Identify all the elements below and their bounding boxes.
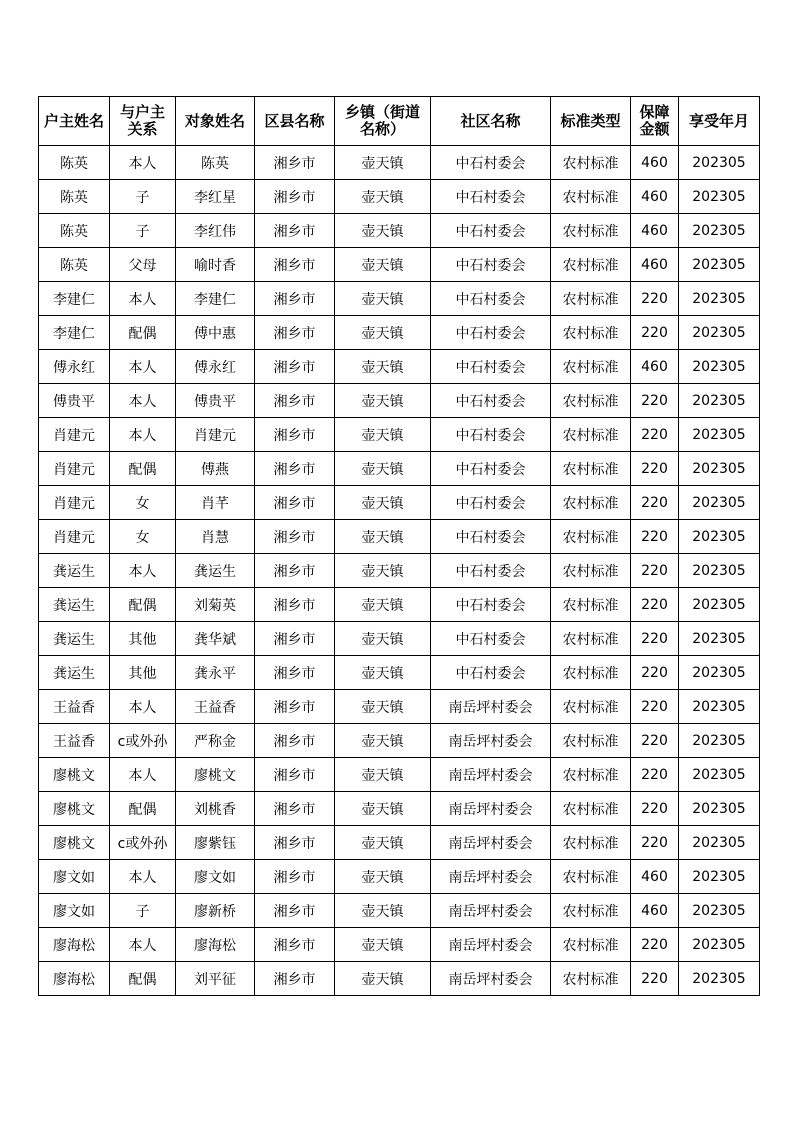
subject-name-cell: 傅中惠 (176, 316, 255, 350)
householder-name-cell: 廖海松 (39, 962, 110, 996)
table-row (39, 146, 760, 180)
subject-name-cell: 廖文如 (176, 860, 255, 894)
period-cell: 202305 (679, 214, 760, 248)
subject-name-cell: 陈英 (176, 146, 255, 180)
relation-cell: 子 (110, 894, 176, 928)
amount-cell: 460 (631, 350, 679, 384)
header-township: 乡镇（街道 名称） (335, 97, 431, 146)
header-householder-name: 户主姓名 (39, 97, 110, 146)
standard-type-cell: 农村标准 (551, 316, 631, 350)
community-cell: 南岳坪村委会 (431, 928, 551, 962)
householder-name-cell: 廖桃文 (39, 758, 110, 792)
county-cell: 湘乡市 (255, 588, 335, 622)
subject-name-cell: 严称金 (176, 724, 255, 758)
relation-cell: 女 (110, 520, 176, 554)
amount-cell: 460 (631, 214, 679, 248)
county-cell: 湘乡市 (255, 452, 335, 486)
amount-cell: 220 (631, 792, 679, 826)
period-cell: 202305 (679, 928, 760, 962)
community-cell: 中石村委会 (431, 656, 551, 690)
amount-cell: 220 (631, 316, 679, 350)
standard-type-cell: 农村标准 (551, 486, 631, 520)
householder-name-cell: 龚运生 (39, 554, 110, 588)
township-cell: 壶天镇 (335, 894, 431, 928)
period-cell: 202305 (679, 282, 760, 316)
community-cell: 南岳坪村委会 (431, 962, 551, 996)
township-cell: 壶天镇 (335, 962, 431, 996)
table-row (39, 486, 760, 520)
amount-cell: 460 (631, 180, 679, 214)
relation-cell: c或外孙 (110, 826, 176, 860)
township-cell: 壶天镇 (335, 554, 431, 588)
community-cell: 中石村委会 (431, 554, 551, 588)
standard-type-cell: 农村标准 (551, 588, 631, 622)
relation-cell: 其他 (110, 622, 176, 656)
subject-name-cell: 李建仁 (176, 282, 255, 316)
county-cell: 湘乡市 (255, 758, 335, 792)
county-cell: 湘乡市 (255, 384, 335, 418)
community-cell: 南岳坪村委会 (431, 792, 551, 826)
community-cell: 中石村委会 (431, 146, 551, 180)
township-cell: 壶天镇 (335, 214, 431, 248)
householder-name-cell: 龚运生 (39, 622, 110, 656)
county-cell: 湘乡市 (255, 486, 335, 520)
amount-cell: 220 (631, 724, 679, 758)
period-cell: 202305 (679, 724, 760, 758)
amount-cell: 220 (631, 928, 679, 962)
standard-type-cell: 农村标准 (551, 214, 631, 248)
period-cell: 202305 (679, 758, 760, 792)
county-cell: 湘乡市 (255, 928, 335, 962)
relation-cell: 女 (110, 486, 176, 520)
relation-cell: 配偶 (110, 316, 176, 350)
relation-cell: 子 (110, 214, 176, 248)
county-cell: 湘乡市 (255, 180, 335, 214)
table-row (39, 520, 760, 554)
relation-cell: c或外孙 (110, 724, 176, 758)
township-cell: 壶天镇 (335, 384, 431, 418)
township-cell: 壶天镇 (335, 656, 431, 690)
householder-name-cell: 廖文如 (39, 894, 110, 928)
header-relation: 与户主 关系 (110, 97, 176, 146)
standard-type-cell: 农村标准 (551, 554, 631, 588)
header-amount: 保障 金额 (631, 97, 679, 146)
county-cell: 湘乡市 (255, 146, 335, 180)
subject-name-cell: 廖紫钰 (176, 826, 255, 860)
subject-name-cell: 廖新桥 (176, 894, 255, 928)
relation-cell: 本人 (110, 282, 176, 316)
period-cell: 202305 (679, 656, 760, 690)
county-cell: 湘乡市 (255, 690, 335, 724)
township-cell: 壶天镇 (335, 418, 431, 452)
standard-type-cell: 农村标准 (551, 724, 631, 758)
standard-type-cell: 农村标准 (551, 282, 631, 316)
table-row (39, 554, 760, 588)
period-cell: 202305 (679, 894, 760, 928)
standard-type-cell: 农村标准 (551, 622, 631, 656)
township-cell: 壶天镇 (335, 180, 431, 214)
standard-type-cell: 农村标准 (551, 758, 631, 792)
table-row (39, 282, 760, 316)
period-cell: 202305 (679, 418, 760, 452)
amount-cell: 220 (631, 826, 679, 860)
relation-cell: 本人 (110, 418, 176, 452)
township-cell: 壶天镇 (335, 792, 431, 826)
subject-name-cell: 刘菊英 (176, 588, 255, 622)
householder-name-cell: 肖建元 (39, 452, 110, 486)
householder-name-cell: 陈英 (39, 146, 110, 180)
township-cell: 壶天镇 (335, 486, 431, 520)
period-cell: 202305 (679, 792, 760, 826)
standard-type-cell: 农村标准 (551, 894, 631, 928)
period-cell: 202305 (679, 826, 760, 860)
standard-type-cell: 农村标准 (551, 520, 631, 554)
header-standard-type: 标准类型 (551, 97, 631, 146)
amount-cell: 220 (631, 656, 679, 690)
subject-name-cell: 李红伟 (176, 214, 255, 248)
table-row (39, 622, 760, 656)
relation-cell: 本人 (110, 758, 176, 792)
standard-type-cell: 农村标准 (551, 146, 631, 180)
community-cell: 中石村委会 (431, 282, 551, 316)
householder-name-cell: 廖桃文 (39, 792, 110, 826)
county-cell: 湘乡市 (255, 418, 335, 452)
householder-name-cell: 廖海松 (39, 928, 110, 962)
period-cell: 202305 (679, 588, 760, 622)
amount-cell: 220 (631, 690, 679, 724)
assistance-roster-table (38, 96, 760, 996)
subject-name-cell: 王益香 (176, 690, 255, 724)
community-cell: 中石村委会 (431, 316, 551, 350)
table-row (39, 656, 760, 690)
relation-cell: 其他 (110, 656, 176, 690)
subject-name-cell: 肖芊 (176, 486, 255, 520)
subject-name-cell: 刘桃香 (176, 792, 255, 826)
township-cell: 壶天镇 (335, 316, 431, 350)
relation-cell: 本人 (110, 860, 176, 894)
community-cell: 中石村委会 (431, 418, 551, 452)
householder-name-cell: 陈英 (39, 214, 110, 248)
table-header-row (39, 97, 760, 146)
period-cell: 202305 (679, 384, 760, 418)
subject-name-cell: 龚永平 (176, 656, 255, 690)
householder-name-cell: 廖桃文 (39, 826, 110, 860)
table-body (39, 146, 760, 996)
standard-type-cell: 农村标准 (551, 350, 631, 384)
amount-cell: 220 (631, 520, 679, 554)
table-row (39, 690, 760, 724)
county-cell: 湘乡市 (255, 826, 335, 860)
subject-name-cell: 龚运生 (176, 554, 255, 588)
householder-name-cell: 龚运生 (39, 588, 110, 622)
amount-cell: 220 (631, 758, 679, 792)
period-cell: 202305 (679, 316, 760, 350)
period-cell: 202305 (679, 860, 760, 894)
county-cell: 湘乡市 (255, 248, 335, 282)
standard-type-cell: 农村标准 (551, 826, 631, 860)
county-cell: 湘乡市 (255, 656, 335, 690)
householder-name-cell: 傅贵平 (39, 384, 110, 418)
standard-type-cell: 农村标准 (551, 928, 631, 962)
table-row (39, 350, 760, 384)
county-cell: 湘乡市 (255, 214, 335, 248)
householder-name-cell: 李建仁 (39, 316, 110, 350)
township-cell: 壶天镇 (335, 622, 431, 656)
table-row (39, 894, 760, 928)
amount-cell: 220 (631, 622, 679, 656)
table-row (39, 452, 760, 486)
standard-type-cell: 农村标准 (551, 690, 631, 724)
period-cell: 202305 (679, 622, 760, 656)
standard-type-cell: 农村标准 (551, 860, 631, 894)
header-community: 社区名称 (431, 97, 551, 146)
community-cell: 南岳坪村委会 (431, 826, 551, 860)
subject-name-cell: 傅燕 (176, 452, 255, 486)
county-cell: 湘乡市 (255, 894, 335, 928)
householder-name-cell: 肖建元 (39, 486, 110, 520)
standard-type-cell: 农村标准 (551, 452, 631, 486)
township-cell: 壶天镇 (335, 282, 431, 316)
relation-cell: 本人 (110, 554, 176, 588)
period-cell: 202305 (679, 180, 760, 214)
community-cell: 中石村委会 (431, 520, 551, 554)
householder-name-cell: 王益香 (39, 724, 110, 758)
township-cell: 壶天镇 (335, 724, 431, 758)
period-cell: 202305 (679, 486, 760, 520)
county-cell: 湘乡市 (255, 792, 335, 826)
table-row (39, 384, 760, 418)
householder-name-cell: 龚运生 (39, 656, 110, 690)
county-cell: 湘乡市 (255, 622, 335, 656)
table-row (39, 724, 760, 758)
standard-type-cell: 农村标准 (551, 792, 631, 826)
table-row (39, 928, 760, 962)
standard-type-cell: 农村标准 (551, 384, 631, 418)
householder-name-cell: 肖建元 (39, 418, 110, 452)
township-cell: 壶天镇 (335, 350, 431, 384)
county-cell: 湘乡市 (255, 724, 335, 758)
subject-name-cell: 喻时香 (176, 248, 255, 282)
table-row (39, 248, 760, 282)
county-cell: 湘乡市 (255, 962, 335, 996)
relation-cell: 配偶 (110, 588, 176, 622)
relation-cell: 本人 (110, 384, 176, 418)
period-cell: 202305 (679, 554, 760, 588)
subject-name-cell: 肖建元 (176, 418, 255, 452)
table-row (39, 826, 760, 860)
township-cell: 壶天镇 (335, 860, 431, 894)
amount-cell: 220 (631, 384, 679, 418)
table-row (39, 180, 760, 214)
township-cell: 壶天镇 (335, 826, 431, 860)
subject-name-cell: 李红星 (176, 180, 255, 214)
relation-cell: 父母 (110, 248, 176, 282)
amount-cell: 220 (631, 554, 679, 588)
subject-name-cell: 廖海松 (176, 928, 255, 962)
relation-cell: 本人 (110, 690, 176, 724)
standard-type-cell: 农村标准 (551, 180, 631, 214)
community-cell: 中石村委会 (431, 214, 551, 248)
county-cell: 湘乡市 (255, 350, 335, 384)
period-cell: 202305 (679, 520, 760, 554)
township-cell: 壶天镇 (335, 928, 431, 962)
header-county: 区县名称 (255, 97, 335, 146)
relation-cell: 配偶 (110, 452, 176, 486)
community-cell: 中石村委会 (431, 384, 551, 418)
householder-name-cell: 肖建元 (39, 520, 110, 554)
subject-name-cell: 傅永红 (176, 350, 255, 384)
county-cell: 湘乡市 (255, 520, 335, 554)
standard-type-cell: 农村标准 (551, 248, 631, 282)
township-cell: 壶天镇 (335, 520, 431, 554)
community-cell: 中石村委会 (431, 588, 551, 622)
community-cell: 南岳坪村委会 (431, 724, 551, 758)
period-cell: 202305 (679, 350, 760, 384)
amount-cell: 220 (631, 962, 679, 996)
householder-name-cell: 傅永红 (39, 350, 110, 384)
county-cell: 湘乡市 (255, 860, 335, 894)
standard-type-cell: 农村标准 (551, 656, 631, 690)
subject-name-cell: 廖桃文 (176, 758, 255, 792)
header-subject-name: 对象姓名 (176, 97, 255, 146)
subject-name-cell: 肖慧 (176, 520, 255, 554)
householder-name-cell: 王益香 (39, 690, 110, 724)
householder-name-cell: 陈英 (39, 180, 110, 214)
amount-cell: 220 (631, 452, 679, 486)
amount-cell: 460 (631, 860, 679, 894)
table-row (39, 758, 760, 792)
standard-type-cell: 农村标准 (551, 962, 631, 996)
period-cell: 202305 (679, 962, 760, 996)
township-cell: 壶天镇 (335, 690, 431, 724)
community-cell: 南岳坪村委会 (431, 758, 551, 792)
relation-cell: 子 (110, 180, 176, 214)
relation-cell: 本人 (110, 928, 176, 962)
township-cell: 壶天镇 (335, 758, 431, 792)
relation-cell: 本人 (110, 350, 176, 384)
county-cell: 湘乡市 (255, 554, 335, 588)
relation-cell: 配偶 (110, 792, 176, 826)
table-row (39, 418, 760, 452)
subject-name-cell: 刘平征 (176, 962, 255, 996)
community-cell: 中石村委会 (431, 622, 551, 656)
community-cell: 中石村委会 (431, 180, 551, 214)
subject-name-cell: 龚华斌 (176, 622, 255, 656)
community-cell: 中石村委会 (431, 452, 551, 486)
standard-type-cell: 农村标准 (551, 418, 631, 452)
amount-cell: 220 (631, 486, 679, 520)
period-cell: 202305 (679, 690, 760, 724)
householder-name-cell: 廖文如 (39, 860, 110, 894)
community-cell: 南岳坪村委会 (431, 894, 551, 928)
header-period: 享受年月 (679, 97, 760, 146)
amount-cell: 220 (631, 418, 679, 452)
table-row (39, 792, 760, 826)
township-cell: 壶天镇 (335, 146, 431, 180)
period-cell: 202305 (679, 146, 760, 180)
relation-cell: 配偶 (110, 962, 176, 996)
township-cell: 壶天镇 (335, 248, 431, 282)
county-cell: 湘乡市 (255, 282, 335, 316)
period-cell: 202305 (679, 248, 760, 282)
township-cell: 壶天镇 (335, 452, 431, 486)
community-cell: 南岳坪村委会 (431, 860, 551, 894)
amount-cell: 460 (631, 248, 679, 282)
community-cell: 南岳坪村委会 (431, 690, 551, 724)
community-cell: 中石村委会 (431, 350, 551, 384)
householder-name-cell: 陈英 (39, 248, 110, 282)
county-cell: 湘乡市 (255, 316, 335, 350)
table-row (39, 860, 760, 894)
community-cell: 中石村委会 (431, 248, 551, 282)
relation-cell: 本人 (110, 146, 176, 180)
amount-cell: 460 (631, 146, 679, 180)
table-row (39, 962, 760, 996)
community-cell: 中石村委会 (431, 486, 551, 520)
subject-name-cell: 傅贵平 (176, 384, 255, 418)
table-row (39, 588, 760, 622)
householder-name-cell: 李建仁 (39, 282, 110, 316)
amount-cell: 220 (631, 282, 679, 316)
period-cell: 202305 (679, 452, 760, 486)
amount-cell: 460 (631, 894, 679, 928)
table-row (39, 214, 760, 248)
amount-cell: 220 (631, 588, 679, 622)
table-row (39, 316, 760, 350)
township-cell: 壶天镇 (335, 588, 431, 622)
